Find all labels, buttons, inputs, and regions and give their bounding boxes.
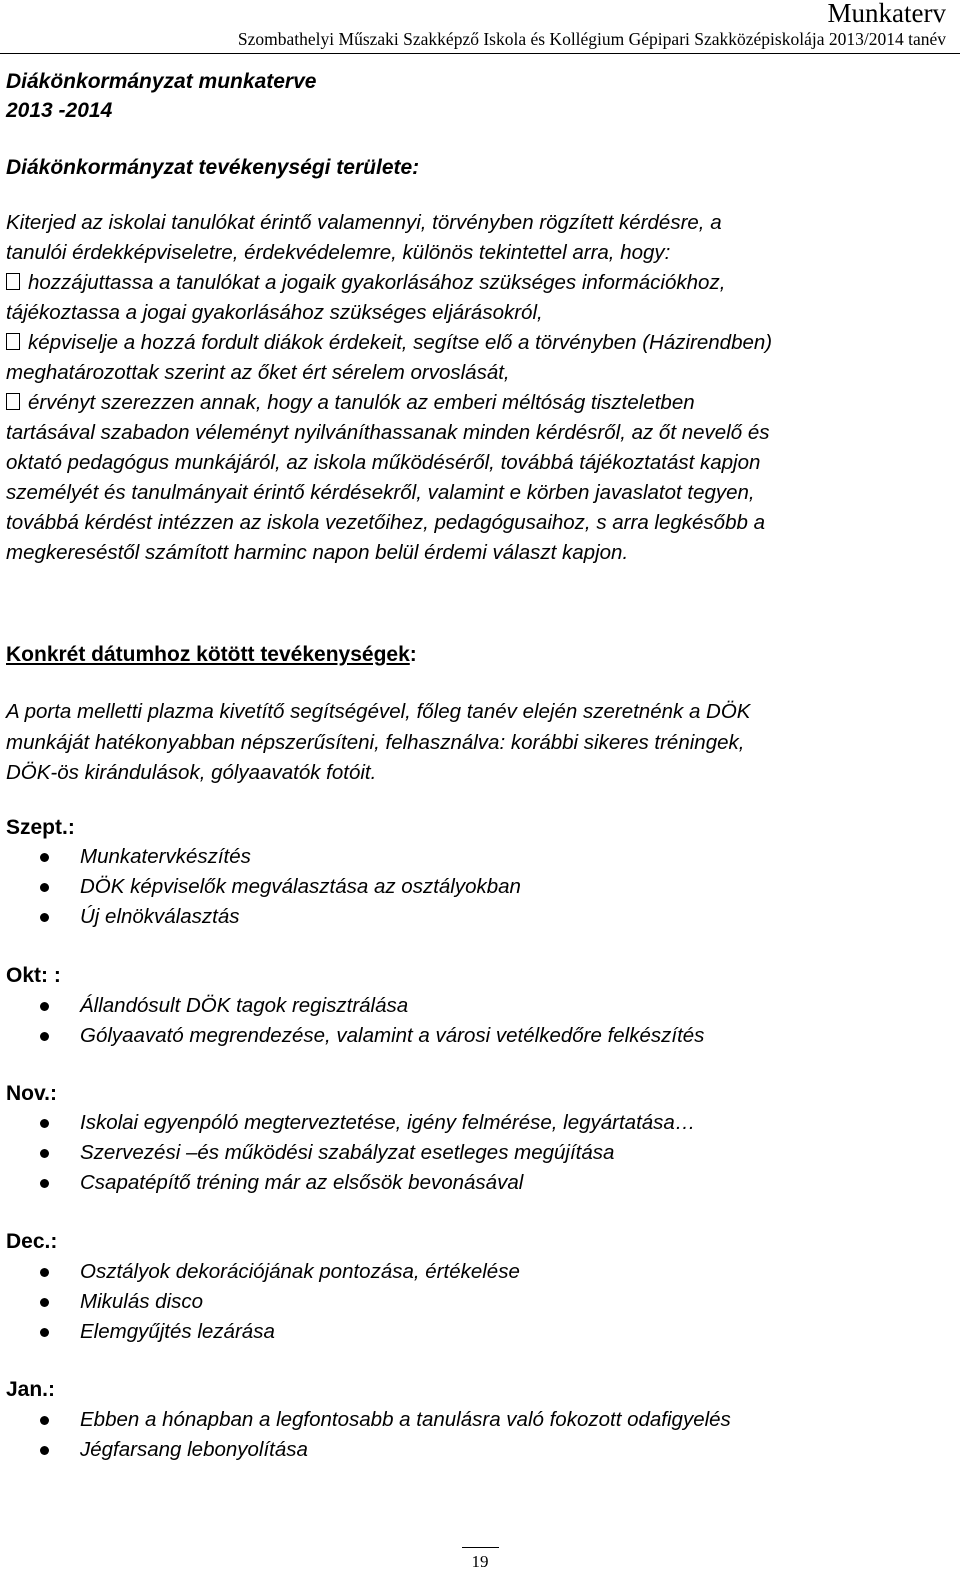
bullet-icon bbox=[40, 1268, 49, 1277]
list-item: Mikulás disco bbox=[6, 1287, 520, 1317]
month-list-sept bbox=[6, 842, 521, 932]
page-header bbox=[0, 0, 960, 52]
scope-line-bulleted: hozzájuttassa a tanulókat a jogaik gyakorlásához szükséges információkhoz, bbox=[6, 268, 772, 298]
intro-line: munkáját hatékonyabban népszerűsíteni, felhasználva: korábbi sikeres tréningek, bbox=[6, 730, 745, 754]
scope-line: továbbá kérdést intézzen az iskola vezetőihez, pedagógusaihoz, s arra legkésőbb a bbox=[6, 511, 765, 534]
scope-line: meghatározottak szerint az őket ért sérelem orvoslását, bbox=[6, 361, 510, 384]
bullet-icon bbox=[40, 1298, 49, 1307]
bullet-icon bbox=[40, 1328, 49, 1337]
list-item: Állandósult DÖK tagok regisztrálása bbox=[6, 991, 704, 1021]
list-item: Osztályok dekorációjának pontozása, értékelése bbox=[6, 1257, 520, 1287]
list-item: Ebben a hónapban a legfontosabb a tanulásra való fokozott odafigyelés bbox=[6, 1405, 731, 1435]
bullet-icon bbox=[40, 883, 49, 892]
list-item: Csapatépítő tréning már az elsősök bevonásával bbox=[6, 1168, 695, 1198]
header-subtitle: Szombathelyi Műszaki Szakképző Iskola és Kollégium Gépipari Szakközépiskolája 2013/2014 tanév bbox=[237, 29, 946, 49]
missing-glyph-box-icon bbox=[6, 333, 20, 350]
intro-line: DÖK-ös kirándulások, gólyaavatók fotóit. bbox=[6, 761, 377, 784]
missing-glyph-box-icon bbox=[6, 393, 20, 410]
bullet-icon bbox=[40, 1446, 49, 1455]
bullet-icon bbox=[40, 1149, 49, 1158]
scope-line: tanulói érdekképviseletre, érdekvédelemre, különös tekintettel arra, hogy: bbox=[6, 241, 671, 264]
month-list-dec bbox=[6, 1257, 520, 1347]
bullet-icon bbox=[40, 1416, 49, 1425]
page-number: 19 bbox=[0, 1547, 960, 1572]
scope-line: személyét és tanulmányait érintő kérdésekről, valamint e körben javaslatot tegyen, bbox=[6, 481, 755, 504]
month-heading-jan: Jan.: bbox=[6, 1378, 56, 1401]
header-rule bbox=[0, 53, 960, 54]
list-item: Szervezési –és működési szabályzat esetleges megújítása bbox=[6, 1138, 695, 1168]
month-list-nov bbox=[6, 1108, 695, 1198]
list-item: Iskolai egyenpóló megterveztetése, igény felmérése, legyártatása… bbox=[6, 1108, 695, 1138]
month-heading-nov: Nov.: bbox=[6, 1082, 57, 1105]
activities-heading: Konkrét dátumhoz kötött tevékenységek: bbox=[6, 643, 417, 666]
intro-paragraph bbox=[6, 697, 750, 789]
month-heading-oct: Okt: : bbox=[6, 964, 61, 987]
scope-line: oktató pedagógus munkájáról, az iskola működéséről, továbbá tájékoztatást kapjon bbox=[6, 451, 761, 474]
scope-line-bulleted: érvényt szerezzen annak, hogy a tanulók az emberi méltóság tiszteletben bbox=[6, 388, 772, 418]
month-heading-sept: Szept.: bbox=[6, 816, 75, 839]
scope-line-bulleted: képviselje a hozzá fordult diákok érdekeit, segítse elő a törvényben (Házirendben) bbox=[6, 328, 772, 358]
scope-heading: Diákönkormányzat tevékenységi területe: bbox=[6, 156, 420, 179]
document-title: Diákönkormányzat munkaterve bbox=[6, 70, 317, 93]
missing-glyph-box-icon bbox=[6, 273, 20, 290]
scope-line: Kiterjed az iskolai tanulókat érintő valamennyi, törvényben rögzített kérdésre, a bbox=[6, 211, 722, 234]
bullet-icon bbox=[40, 853, 49, 862]
month-list-jan bbox=[6, 1405, 731, 1465]
bullet-icon bbox=[40, 1002, 49, 1011]
intro-line: A porta melletti plazma kivetítő segítségével, főleg tanév elején szeretnénk a DÖK bbox=[6, 700, 751, 723]
bullet-icon bbox=[40, 1032, 49, 1041]
header-title: Munkaterv bbox=[827, 0, 946, 28]
list-item: Jégfarsang lebonyolítása bbox=[6, 1435, 731, 1465]
list-item: Elemgyűjtés lezárása bbox=[6, 1317, 520, 1347]
scope-line: tájékoztassa a jogai gyakorlásához szükséges eljárásokról, bbox=[6, 301, 543, 324]
scope-paragraph bbox=[6, 208, 772, 568]
scope-line: tartásával szabadon véleményt nyilváníthassanak minden kérdésről, az őt nevelő és bbox=[6, 421, 770, 444]
month-heading-dec: Dec.: bbox=[6, 1230, 58, 1253]
bullet-icon bbox=[40, 1179, 49, 1188]
bullet-icon bbox=[40, 913, 49, 922]
list-item: Új elnökválasztás bbox=[6, 902, 521, 932]
bullet-icon bbox=[40, 1119, 49, 1128]
list-item: Munkatervkészítés bbox=[6, 842, 521, 872]
document-year: 2013 -2014 bbox=[6, 99, 113, 122]
list-item: Gólyaavató megrendezése, valamint a városi vetélkedőre felkészítés bbox=[6, 1021, 704, 1051]
scope-line: megkereséstől számított harminc napon belül érdemi választ kapjon. bbox=[6, 541, 629, 564]
list-item: DÖK képviselők megválasztása az osztályokban bbox=[6, 872, 521, 902]
month-list-oct bbox=[6, 991, 704, 1051]
